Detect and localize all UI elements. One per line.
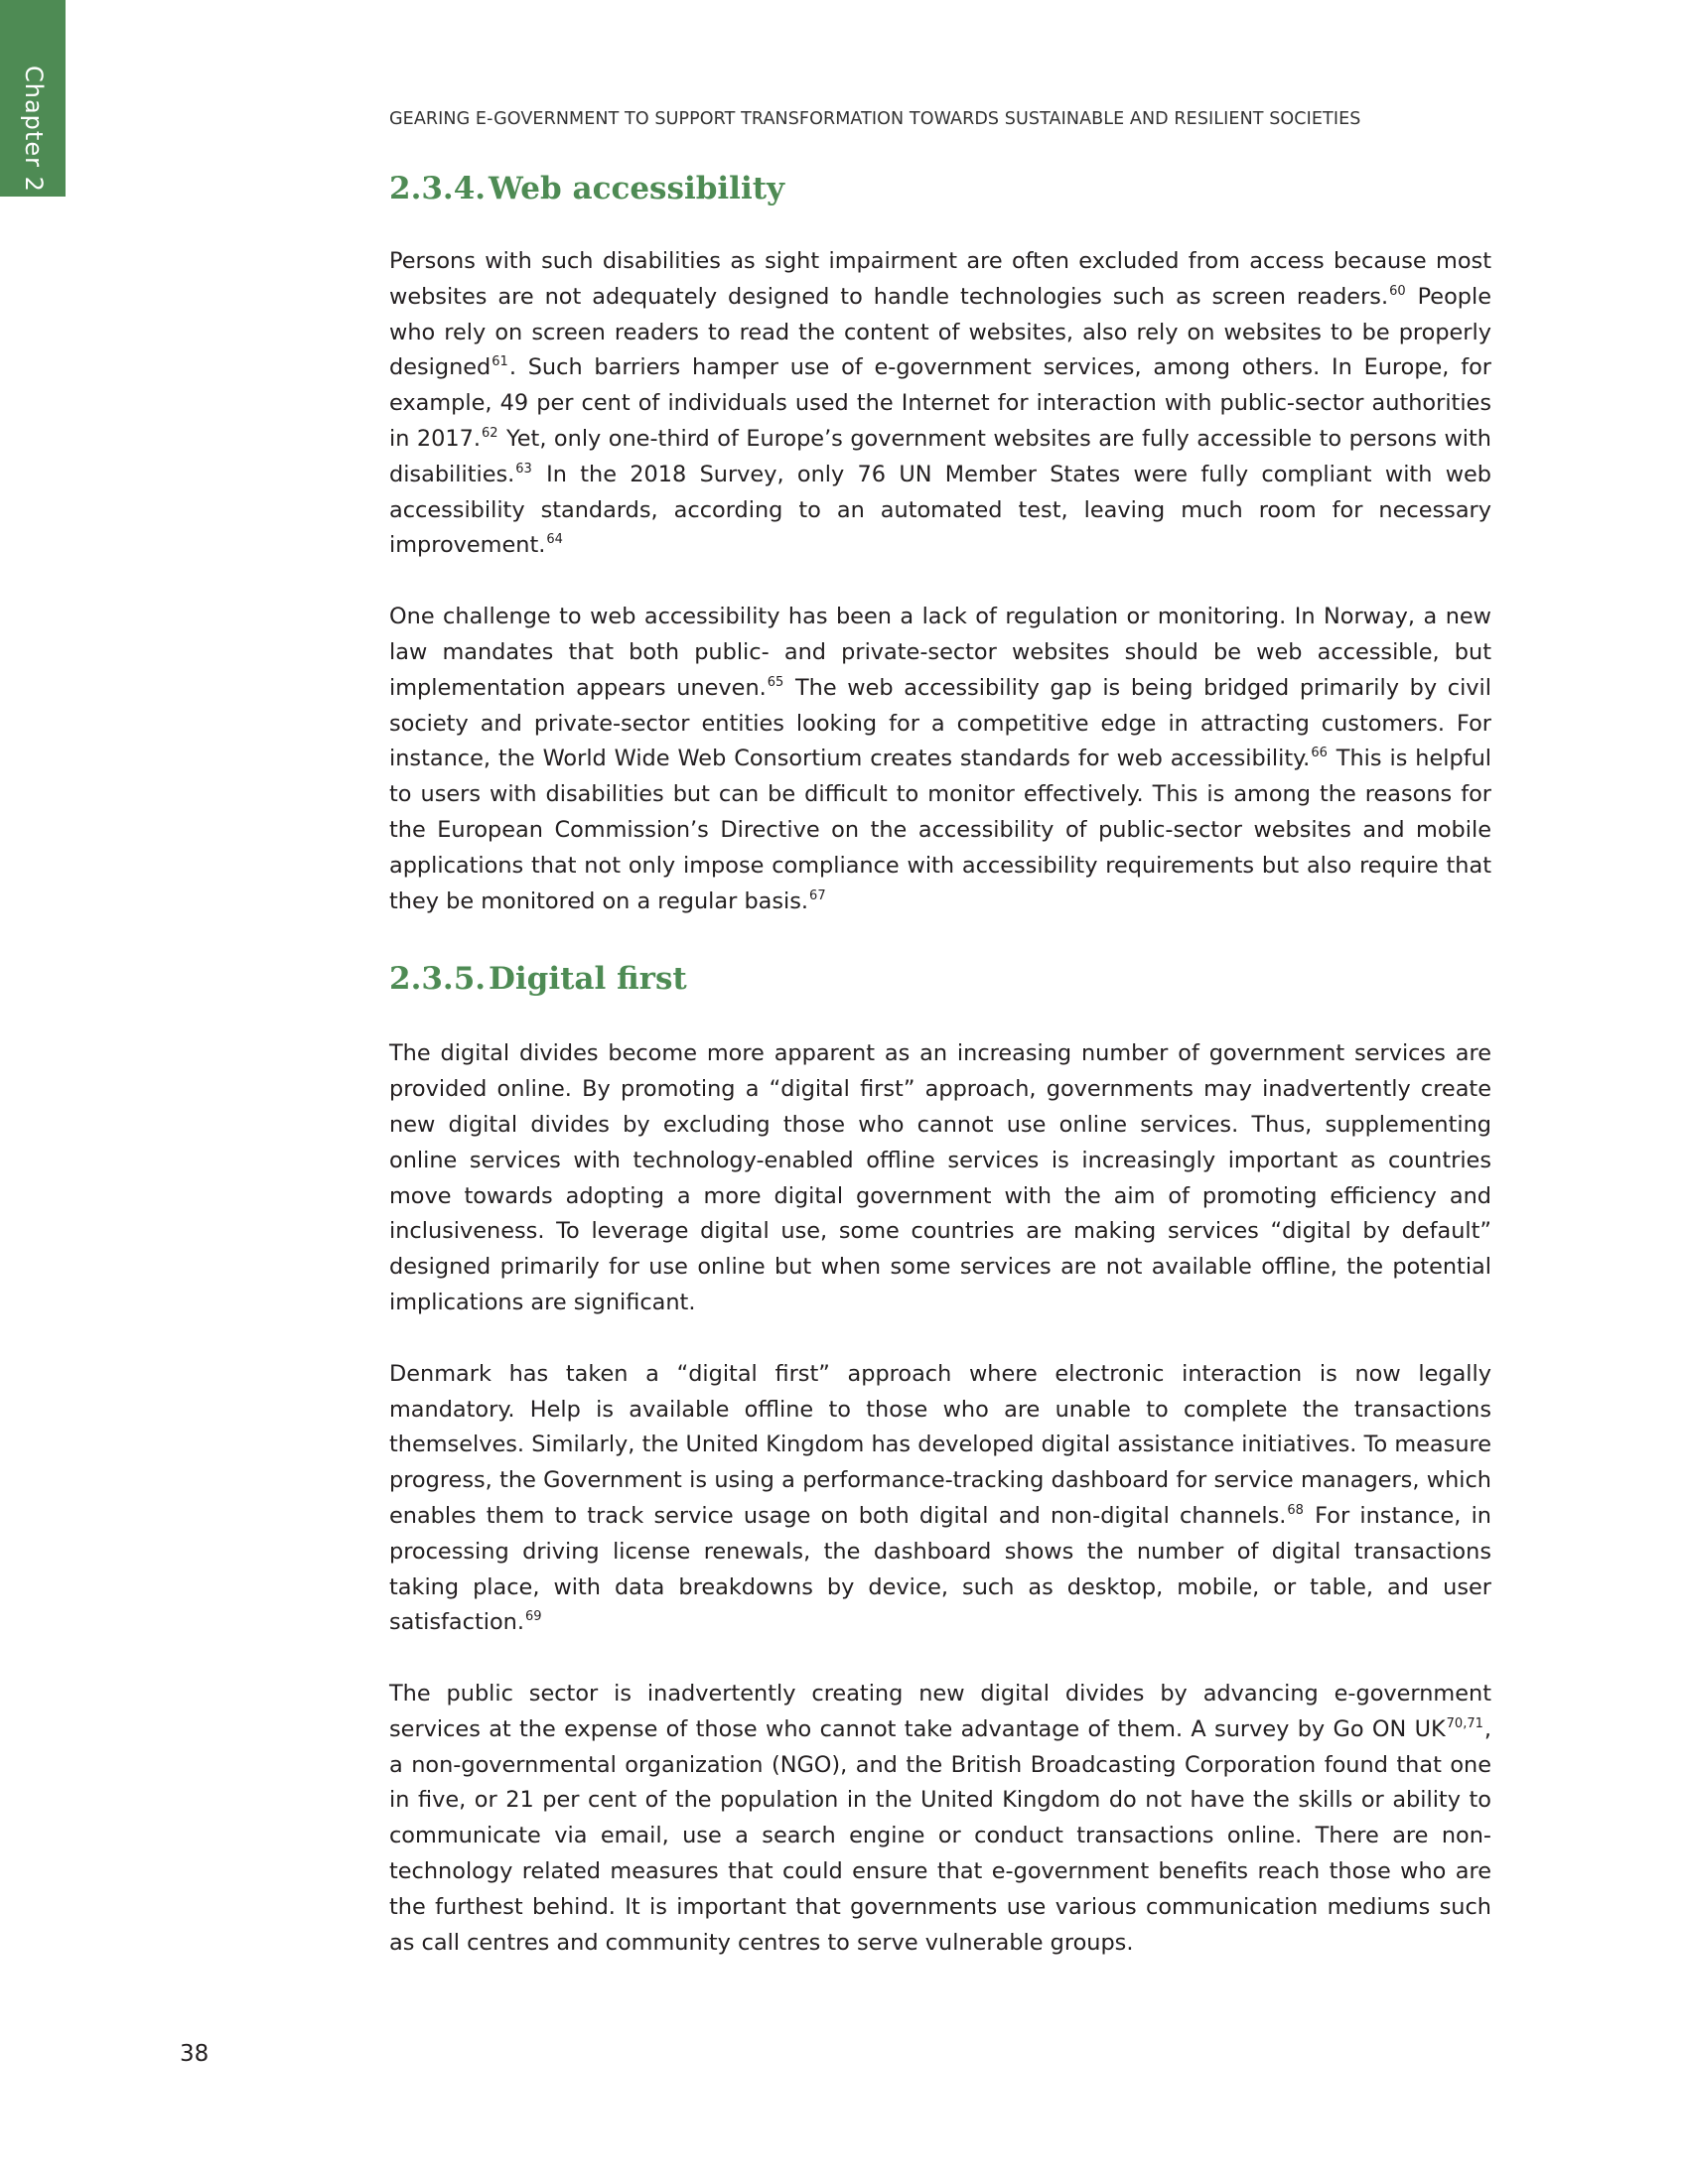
footnote-ref: 64 xyxy=(546,532,563,548)
section-number: 2.3.5. xyxy=(389,961,487,998)
chapter-tab-label: Chapter 2 xyxy=(20,66,48,193)
paragraph-text: Denmark has taken a “digital first” approach where electronic interaction is now legally mandatory. Help is available offline to those who are unable to complete the transactions themselves. Similarly, the United Kingdom has developed digital assistance initiatives. To measure progress, the Government is using a performance-tracking dashboard for service managers, which enables them to track service usage on both digital and non-digital channels. xyxy=(389,1360,1491,1529)
paragraph-text: This is helpful to users with disabilities but can be difficult to monitor effectively. This is among the reasons for the European Commission’s Directive on the accessibility of public-sector websites and mobile applications that not only impose compliance with accessibility requirements but also require that they be monitored on a regular basis. xyxy=(389,746,1491,914)
chapter-tab xyxy=(0,0,66,197)
footnote-ref: 68 xyxy=(1287,1502,1304,1518)
footnote-ref: 62 xyxy=(482,425,498,441)
paragraph-text: For instance, in processing driving license renewals, the dashboard shows the number of digital transactions taking place, with data breakdowns by device, such as desktop, mobile, or table, and user satisfaction. xyxy=(389,1502,1491,1636)
page-number: 38 xyxy=(180,2041,210,2067)
footnote-ref: 66 xyxy=(1311,746,1328,761)
body-paragraph xyxy=(389,600,1491,919)
body-paragraph xyxy=(389,1036,1491,1320)
body-paragraph xyxy=(389,1357,1491,1641)
paragraph-text: , a non-governmental organization (NGO), and the British Broadcasting Corporation found that one in five, or 21 per cent of the population in the United Kingdom do not have the skills or ability to communicate via email, use a search engine or conduct transactions online. There are non-technology related measures that could ensure that e-government benefits reach those who are the furthest behind. It is important that governments use various communication mediums such as call centres and community centres to serve vulnerable groups. xyxy=(389,1715,1491,1956)
body-paragraph xyxy=(389,244,1491,564)
paragraph-text: The web accessibility gap is being bridged primarily by civil society and private-sector entities looking for a competitive edge in attracting customers. For instance, the World Wide Web Consortium creates standards for web accessibility. xyxy=(389,674,1491,772)
running-header: GEARING E-GOVERNMENT TO SUPPORT TRANSFORMATION TOWARDS SUSTAINABLE AND RESILIENT SOCIETIES xyxy=(389,109,1361,129)
body-paragraph xyxy=(389,1677,1491,1961)
paragraph-text: One challenge to web accessibility has been a lack of regulation or monitoring. In Norway, a new law mandates that both public- and private-sector websites should be web accessible, but implementation appears uneven. xyxy=(389,604,1491,701)
paragraph-text: Yet, only one-third of Europe’s government websites are fully accessible to persons with disabilities. xyxy=(389,425,1491,487)
footnote-ref: 67 xyxy=(809,887,826,903)
footnote-ref: 65 xyxy=(767,674,784,690)
paragraph-text: In the 2018 Survey, only 76 UN Member States were fully compliant with web accessibility standards, according to an automated test, leaving much room for necessary improvement. xyxy=(389,461,1491,559)
paragraph-text: . Such barriers hamper use of e-government services, among others. In Europe, for example, 49 per cent of individuals used the Internet for interaction with public-sector authorities in 2017. xyxy=(389,354,1491,452)
section-heading-digital-first xyxy=(389,959,1491,999)
paragraph-text: The digital divides become more apparent as an increasing number of government services are provided online. By promoting a “digital first” approach, governments may inadvertently create new digital divides by excluding those who cannot use online services. Thus, supplementing online services with technology-enabled offline services is increasingly important as countries move towards adopting a more digital government with the aim of promoting efficiency and inclusiveness. To leverage digital use, some countries are making services “digital by default” designed primarily for use online but when some services are not available offline, the potential implications are significant. xyxy=(389,1040,1491,1315)
footnote-ref: 63 xyxy=(515,461,532,477)
footnote-ref: 69 xyxy=(524,1609,542,1625)
paragraph-text: People who rely on screen readers to read the content of websites, also rely on websites to be properly designed xyxy=(389,283,1491,381)
footnote-ref: 61 xyxy=(492,354,508,370)
paragraph-text: Persons with such disabilities as sight impairment are often excluded from access because most websites are not adequately designed to handle technologies such as screen readers. xyxy=(389,248,1491,310)
section-title: Digital first xyxy=(489,961,687,998)
footnote-ref: 70,71 xyxy=(1446,1715,1483,1731)
section-title: Web accessibility xyxy=(489,171,785,206)
paragraph-text: The public sector is inadvertently creating new digital divides by advancing e-government services at the expense of those who cannot take advantage of them. A survey by Go ON UK xyxy=(389,1681,1491,1742)
section-number: 2.3.4. xyxy=(389,171,487,206)
section-heading-web-accessibility xyxy=(389,169,1491,208)
page-content xyxy=(389,169,1491,1961)
footnote-ref: 60 xyxy=(1389,283,1406,299)
